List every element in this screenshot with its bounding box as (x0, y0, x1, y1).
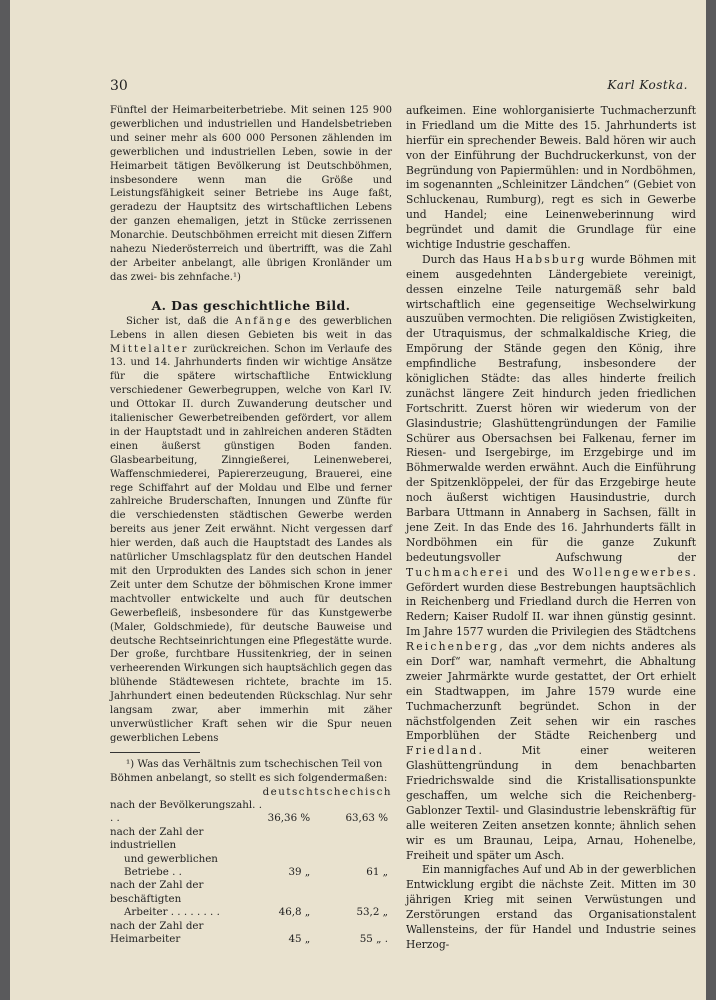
table-row (110, 879, 392, 906)
value-tschechisch (314, 879, 392, 906)
footnote-intro: ¹) Was das Verhältnis zum tschechischen Teil von Böhmen anbelangt, so stellt es sich folgendermaßen: (110, 758, 388, 784)
value-tschechisch: 55 „ . (359, 933, 388, 946)
paragraph (406, 253, 696, 864)
table-row (110, 906, 392, 919)
table-row (110, 920, 392, 947)
paragraph (110, 315, 392, 746)
value-tschechisch (314, 826, 392, 853)
value-tschechisch: 61 „ (366, 866, 388, 879)
row-label: Arbeiter . . . . . . . . (124, 906, 220, 919)
text-run: wurde Böhmen mit einem ausgedehnten Ländergebiete vereinigt, dessen einzelne Teile naturgemäß sehr bald wirtschaftlich eine gegenseitige Wechselwirkung auszuüben vermochten. Die religiösen Zwistigkeiten, der Utraquismus, der schmalkaldische Krieg, die Empörung der Stände gegen den König, ihre empfindliche Bestrafung, insbesondere der königlichen Städte: das alles hinderte freilich zunächst längere Zeit hindurch jeden friedlichen Fortschritt. Zuerst hören wir wiederum von der Glasindustrie; Glashüttengründungen der Familie Schürer aus Obersachsen bei Falkenau, ferner im Riesen- und Isergebirge, im Erzgebirge und im Böhmerwalde werden erwähnt. Auch die Einführung der Spitzenklöppelei, der für das Erzgebirge heute noch äußerst wichtigen Hausindustrie, durch Barbara Uttmann in Annaberg in Sachsen, fällt in jene Zeit. In das Ende des 16. Jahrhunderts fällt in Nordböhmen ein für die ganze Zukunft bedeutungsvoller Aufschwung der (406, 252, 696, 564)
footnote-rule (110, 752, 200, 753)
value-deutsch: 39 „ (288, 866, 311, 879)
row-label: nach der Zahl der industriellen (110, 825, 204, 852)
text-run: zurückreichen. Schon im Verlaufe des 13. und 14. Jahrhunderts finden wir wichtige Ansätze für die spätere wirtschaftliche Entwicklung verschiedener Gewerbegruppen, welche von Karl IV. und Ottokar II. durch Zuwanderung deutscher und italienischer Gewerbetreibenden gefördert, vor allem in der Hauptstadt und in zahlreichen anderen Städten einen äußerst günstigen Boden fanden. Glasbearbeitung, Zinngießerei, Leinenweberei, Waffenschmiederei, Papiererzeugung, Brauerei, eine rege Schiffahrt auf der Moldau und Elbe und ferner zahlreiche Bruderschaften, Innungen und Zünfte für die verschiedensten städtischen Gewerbe werden bereits aus jener Zeit erwähnt. Nicht vergessen darf hier werden, daß auch die Hauptstadt des Landes als natürlicher Umschlagsplatz für den deutschen Handel mit den Urprodukten des Landes sich schon in jener Zeit unter dem Schutze der böhmischen Krone immer machtvoller entwickelte und auch für deutschen Gewerbefleiß, insbesondere für das Kunstgewerbe (Maler, Goldschmiede), für deutsche Bauweise und deutsche Rechtseinrichtungen eine Pflegestätte wurde. Der große, furchtbare Hussitenkrieg, der in seinen verheerenden Wirkungen sich hauptsächlich gegen das blühende Städtewesen richtete, brachte im 15. Jahrhundert einen bedeutenden Rückschlag. Nur sehr langsam zwar, aber immerhin mit zäher unverwüstlicher Kraft sehen wir die Spur neuen gewerblichen Lebens (110, 343, 392, 744)
value-tschechisch: 53,2 „ (356, 906, 388, 919)
value-deutsch: 36,36 % (267, 812, 311, 825)
row-label: nach der Zahl der beschäftigten (110, 879, 204, 905)
table-row (110, 826, 392, 853)
text-run: Durch das Haus (422, 252, 516, 266)
spaced-emphasis: Friedland (406, 744, 479, 758)
column-header-tschechisch: tschechisch (314, 785, 392, 798)
table-row (110, 853, 392, 880)
section-heading: A. Das geschichtliche Bild. (151, 297, 351, 313)
table-row (110, 799, 392, 826)
paragraph: Fünftel der Heimarbeiterbetriebe. Mit seinen 125 900 gewerblichen und industriellen und Handelsbetrieben und seiner mehr als 600 000 Personen zählenden im gewerblichen und industriellen Leben, sowie in der Heimarbeit tätigen Bevölkerung ist Deutschböhmen, insbesondere wenn man die Größe und Leistungsfähigkeit seiner Betriebe ins Auge faßt, geradezu der Hauptsitz des wirtschaftlichen Lebens der ganzen ehemaligen, jetzt in Stücke zerrissenen Monarchie. Deutschböhmen erreicht mit diesen Ziffern nahezu Niederösterreich und übertrifft, was die Zahl der Arbeiter anbelangt, alle übrigen Kronländer um das zwei- bis zehnfache.¹) (110, 105, 392, 283)
column-header-deutsch: deutsch (262, 785, 315, 798)
row-label: und gewerblichen Betriebe . . (124, 852, 218, 879)
text-run: des gewerblichen Lebens in allen diesen Gebieten bis weit in das (110, 315, 392, 341)
document-page (10, 0, 706, 1000)
running-header-author: Karl Kostka. (607, 78, 688, 92)
footnote-table (110, 786, 392, 947)
text-run: . Gefördert wurden diese Bestrebungen hauptsächlich in Reichenberg und Friedland durch die Herren von Redern; Kaiser Rudolf II. war ihnen günstig gesinnt. Im Jahre 1577 wurden die Privilegien des Städtchens (406, 565, 696, 639)
left-column (110, 104, 392, 746)
value-deutsch (263, 879, 315, 906)
spaced-emphasis: Wollengewerbes (572, 565, 693, 579)
spaced-emphasis: Mittelalter (110, 343, 189, 355)
row-label: nach der Zahl der Heimarbeiter (110, 919, 204, 946)
value-deutsch: 45 „ (288, 933, 311, 946)
text-run: . Mit einer weiteren Glashüttengründung in dem benachbarten Friedrichswalde sind die Kristallisationspunkte geschaffen, um welche sich die Reichenberg-Gablonzer Textil- und Glasindustrie lebenskräftig für alle weiteren Zeiten ansetzen konnte; ähnlich sehen wir es um Braunau, Leipa, Arnau, Hohenelbe, Freiheit und später um Asch. (406, 744, 696, 862)
spaced-emphasis: Tuchmacherei (406, 565, 510, 579)
spaced-emphasis: Reichenberg (406, 640, 500, 654)
paragraph: aufkeimen. Eine wohlorganisierte Tuchmacherzunft in Friedland um die Mitte des 15. Jahrhunderts ist hierfür ein sprechender Beweis. Bald hören wir auch von der Einführung der Buchdruckerkunst, von der Begründung von Papiermühlen: und in Nordböhmen, im sogenannten „Schleinitzer Ländchen“ (Gebiet von Schluckenau, Rumburg), regt es sich in Gewerbe und Handel; eine Leinenweberinnung wird begründet und damit die Grundlage für eine wichtige Industrie geschaffen. (406, 104, 696, 252)
value-tschechisch: 63,63 % (345, 812, 388, 825)
text-run: , das „vor dem nichts anderes als ein Dorf“ war, namhaft vermehrt, die Abhaltung zweier Jahrmärkte wurde gestattet, der Ort erhielt ein Stadtwappen, im Jahre 1579 wurde eine Tuchmacherzunft begründet. Schon in der nächstfolgenden Zeit sehen wir ein rasches Emporblühen der Städte Reichenberg und (406, 640, 696, 743)
value-deutsch: 46,8 „ (278, 906, 311, 919)
page-number: 30 (110, 78, 128, 94)
text-run: und des (509, 565, 573, 579)
spaced-emphasis: Habsburg (515, 252, 587, 266)
row-label: nach der Bevölkerungszahl. . . . (110, 799, 262, 825)
paragraph: Ein mannigfaches Auf und Ab in der gewerblichen Entwicklung ergibt die nächste Zeit. Mitten im 30 jährigen Krieg mit seinen Verwüstungen und Zerstörungen erstand das Organisationstalent Wallensteins, der für Handel und Industrie seines Herzog- (406, 863, 696, 951)
right-column (406, 104, 696, 953)
text-run: Sicher ist, daß die (126, 315, 236, 327)
value-deutsch (263, 826, 315, 853)
spaced-emphasis: Anfänge (235, 315, 293, 327)
table-header-row (110, 786, 392, 799)
footnote (110, 758, 392, 946)
